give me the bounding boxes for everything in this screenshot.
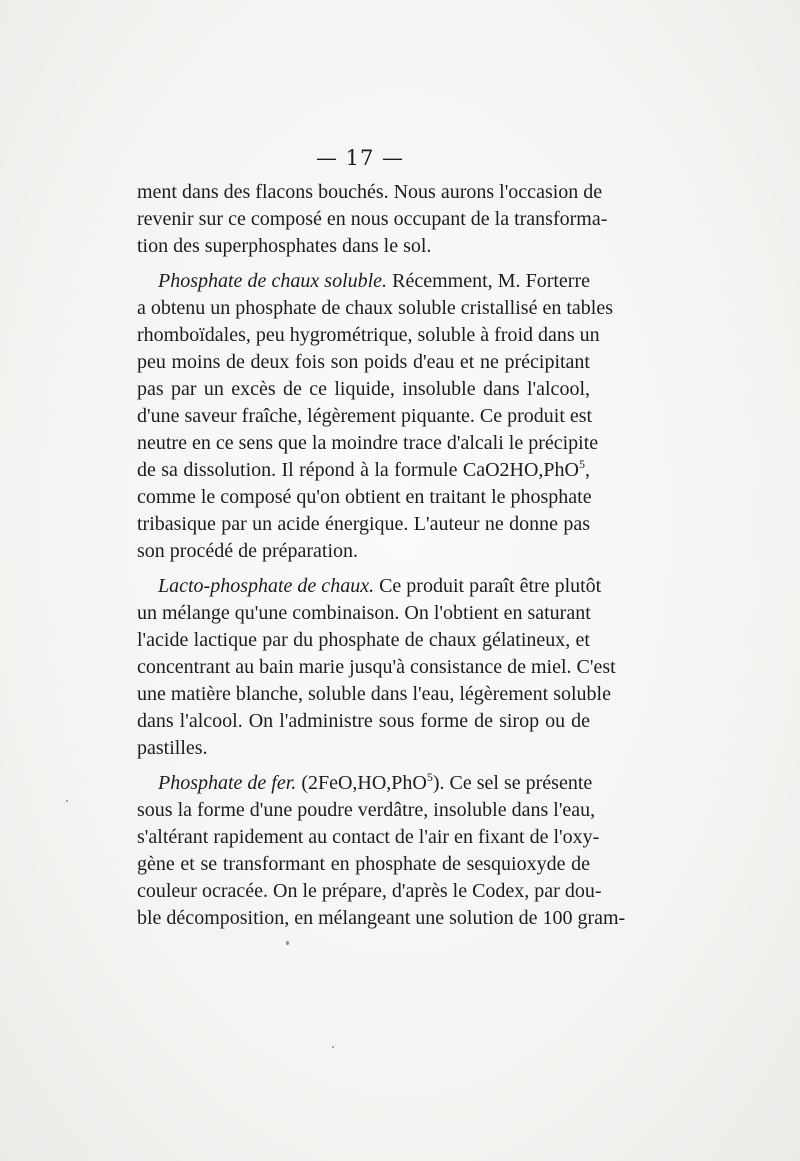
text-line: gène et se transformant en phosphate de sesquioxyde de [137, 853, 590, 875]
text-line: comme le composé qu'on obtient en traitant le phosphate [137, 486, 592, 508]
section-title-lacto-phosphate: Lacto-phosphate de chaux. [158, 575, 375, 597]
paper-speck [66, 800, 68, 802]
text-line: concentrant au bain marie jusqu'à consistance de miel. C'est [137, 656, 616, 678]
text-segment: Ce produit paraît être plutôt [374, 575, 602, 597]
text-line: neutre en ce sens que la moindre trace d'alcali le précipite [137, 432, 599, 454]
paper-speck [286, 941, 289, 945]
text-line: une matière blanche, soluble dans l'eau, légèrement soluble [137, 683, 611, 705]
section-title-phosphate-fer: Phosphate de fer. [158, 772, 297, 794]
text-line: un mélange qu'une combinaison. On l'obtient en saturant [137, 602, 591, 624]
text-line: d'une saveur fraîche, légèrement piquante. Ce produit est [137, 405, 593, 427]
section-title-phosphate-soluble: Phosphate de chaux soluble. [158, 270, 388, 292]
text-segment: Récemment, M. Forterre [387, 270, 590, 292]
text-line: pastilles. [137, 737, 208, 759]
text-segment: de sa dissolution. Il répond à la formule CaO2HO,PhO [137, 459, 579, 481]
superscript: 5 [579, 457, 585, 471]
text-line: tion des superphosphates dans le sol. [137, 235, 432, 257]
text-line: pas par un excès de ce liquide, insoluble dans l'alcool, [137, 378, 590, 400]
text-line: son procédé de préparation. [137, 540, 359, 562]
text-line: a obtenu un phosphate de chaux soluble cristallisé en tables [137, 297, 613, 319]
text-line: couleur ocracée. On le prépare, d'après le Codex, par dou- [137, 880, 602, 902]
paragraph-phosphate-soluble-first-line [137, 268, 590, 295]
text-line: rhomboïdales, peu hygrométrique, soluble à froid dans un [137, 324, 600, 346]
text-line: l'acide lactique par du phosphate de chaux gélatineux, et [137, 629, 590, 651]
paragraph-phosphate-fer-first-line [137, 770, 593, 797]
paper-speck [332, 1046, 334, 1048]
page-number: — 17 — [315, 146, 405, 170]
text-segment: , [585, 459, 590, 481]
text-line-formula [137, 457, 590, 484]
superscript: 5 [426, 770, 433, 784]
text-line: revenir sur ce composé en nous occupant de la transforma- [137, 208, 608, 230]
text-line: s'altérant rapidement au contact de l'air en fixant de l'oxy- [137, 826, 600, 848]
paragraph-lacto-phosphate-first-line [137, 573, 602, 600]
text-line: peu moins de deux fois son poids d'eau et ne précipitant [137, 351, 590, 373]
text-line: dans l'alcool. On l'administre sous forme de sirop ou de [137, 710, 590, 732]
text-segment: ). Ce sel se présente [432, 772, 593, 794]
text-segment: (2FeO,HO,PhO [296, 772, 427, 794]
text-line: ble décomposition, en mélangeant une solution de 100 gram- [137, 907, 626, 929]
text-line: ment dans des flacons bouchés. Nous aurons l'occasion de [137, 181, 603, 203]
body-text [137, 179, 626, 932]
text-line: tribasique par un acide énergique. L'auteur ne donne pas [137, 513, 590, 535]
text-line: sous la forme d'une poudre verdâtre, insoluble dans l'eau, [137, 799, 596, 821]
